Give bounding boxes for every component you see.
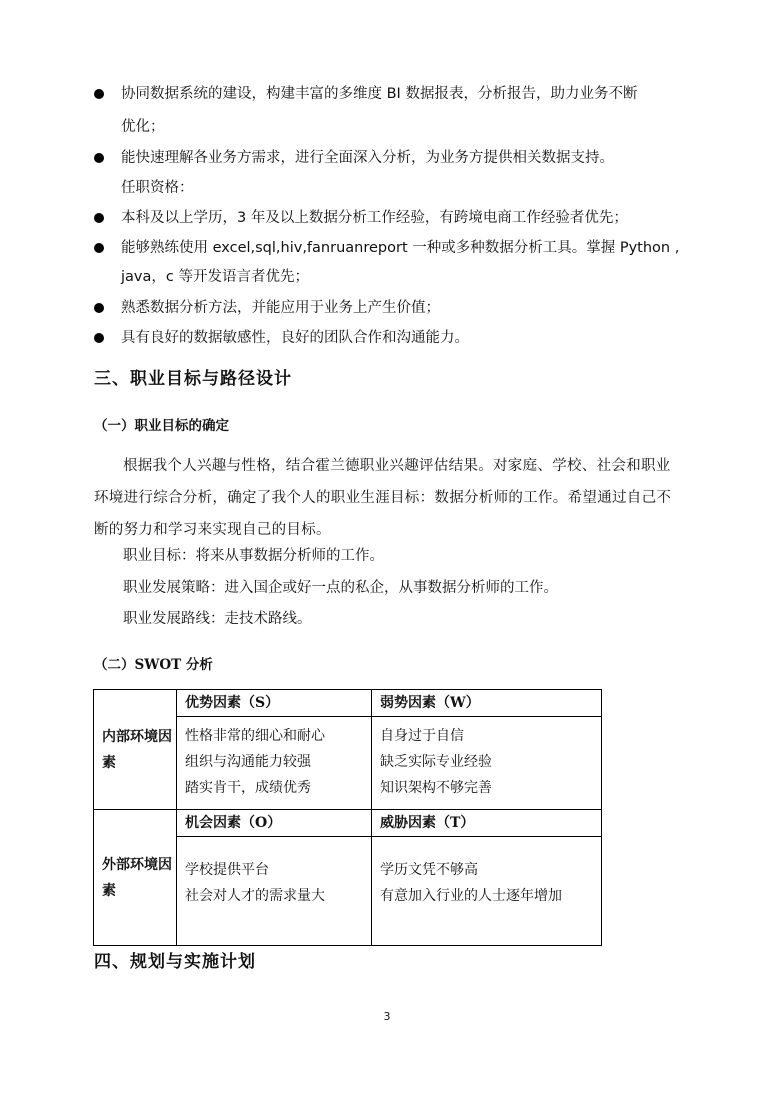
list-item: 性格非常的细心和耐心 (185, 728, 325, 744)
list-item: 熟悉数据分析方法，并能应用于业务上产生价值； (94, 294, 694, 323)
section-heading: 三、职业目标与路径设计 (94, 369, 292, 389)
list-item: 组织与沟通能力较强 (185, 754, 311, 770)
bullet-icon (94, 213, 104, 223)
career-route-line: 职业发展路线：走技术路线。 (123, 611, 312, 627)
qualification-label: 任职资格： (121, 180, 194, 196)
list-item: 学历文凭不够高 (380, 862, 478, 878)
list-item: 学校提供平台 (185, 862, 269, 878)
list-item: 协同数据系统的建设，构建丰富的多维度 BI 数据报表，分析报告，助力业务不断 优化； (94, 80, 694, 138)
opportunities-cell (177, 837, 372, 946)
strengths-cell (177, 717, 372, 810)
list-item: 知识架构不够完善 (380, 780, 492, 796)
list-item: 有意加入行业的人士逐年增加 (380, 888, 562, 904)
subsection-heading: （一）职业目标的确定 (94, 418, 229, 434)
career-strategy-line: 职业发展策略：进入国企或好一点的私企，从事数据分析师的工作。 (123, 580, 558, 596)
weaknesses-cell (372, 717, 602, 810)
external-factors-label: 外部环境因素 (94, 810, 177, 946)
bullet-icon (94, 303, 104, 313)
section-heading: 四、规划与实施计划 (94, 952, 256, 972)
list-item: 具有良好的数据敏感性，良好的团队合作和沟通能力。 (94, 324, 694, 353)
career-goal-line: 职业目标：将来从事数据分析师的工作。 (123, 548, 384, 564)
list-item: 能够熟练使用 excel,sql,hiv,fanruanreport 一种或多种数据分析工具。掌握 Python , java，c 等开发语言者优先； (94, 234, 694, 292)
bullet-icon (94, 153, 104, 163)
strengths-header: 优势因素（S） (177, 690, 372, 717)
list-item: 社会对人才的需求量大 (185, 888, 325, 904)
page-number: 3 (383, 1010, 391, 1023)
list-item: 自身过于自信 (380, 728, 464, 744)
bullet-icon (94, 333, 104, 343)
weaknesses-header: 弱势因素（W） (372, 690, 602, 717)
list-item: 本科及以上学历，3 年及以上数据分析工作经验，有跨境电商工作经验者优先； (94, 204, 694, 233)
threats-cell (372, 837, 602, 946)
paragraph: 根据我个人兴趣与性格，结合霍兰德职业兴趣评估结果。对家庭、学校、社会和职业环境进行综合分析，确定了我个人的职业生涯目标：数据分析师的工作。希望通过自己不断的努力和学习来实现自己的目标。 (94, 458, 672, 538)
bullet-icon (94, 89, 104, 99)
opportunities-header: 机会因素（O） (177, 810, 372, 837)
list-item: 踏实肯干，成绩优秀 (185, 780, 311, 796)
bullet-icon (94, 243, 104, 253)
subsection-heading: （二）SWOT 分析 (94, 657, 213, 673)
threats-header: 威胁因素（T） (372, 810, 602, 837)
internal-factors-label: 内部环境因素 (94, 690, 177, 810)
list-item: 缺乏实际专业经验 (380, 754, 492, 770)
swot-table (93, 689, 602, 946)
list-item: 能快速理解各业务方需求，进行全面深入分析，为业务方提供相关数据支持。 (94, 144, 694, 173)
